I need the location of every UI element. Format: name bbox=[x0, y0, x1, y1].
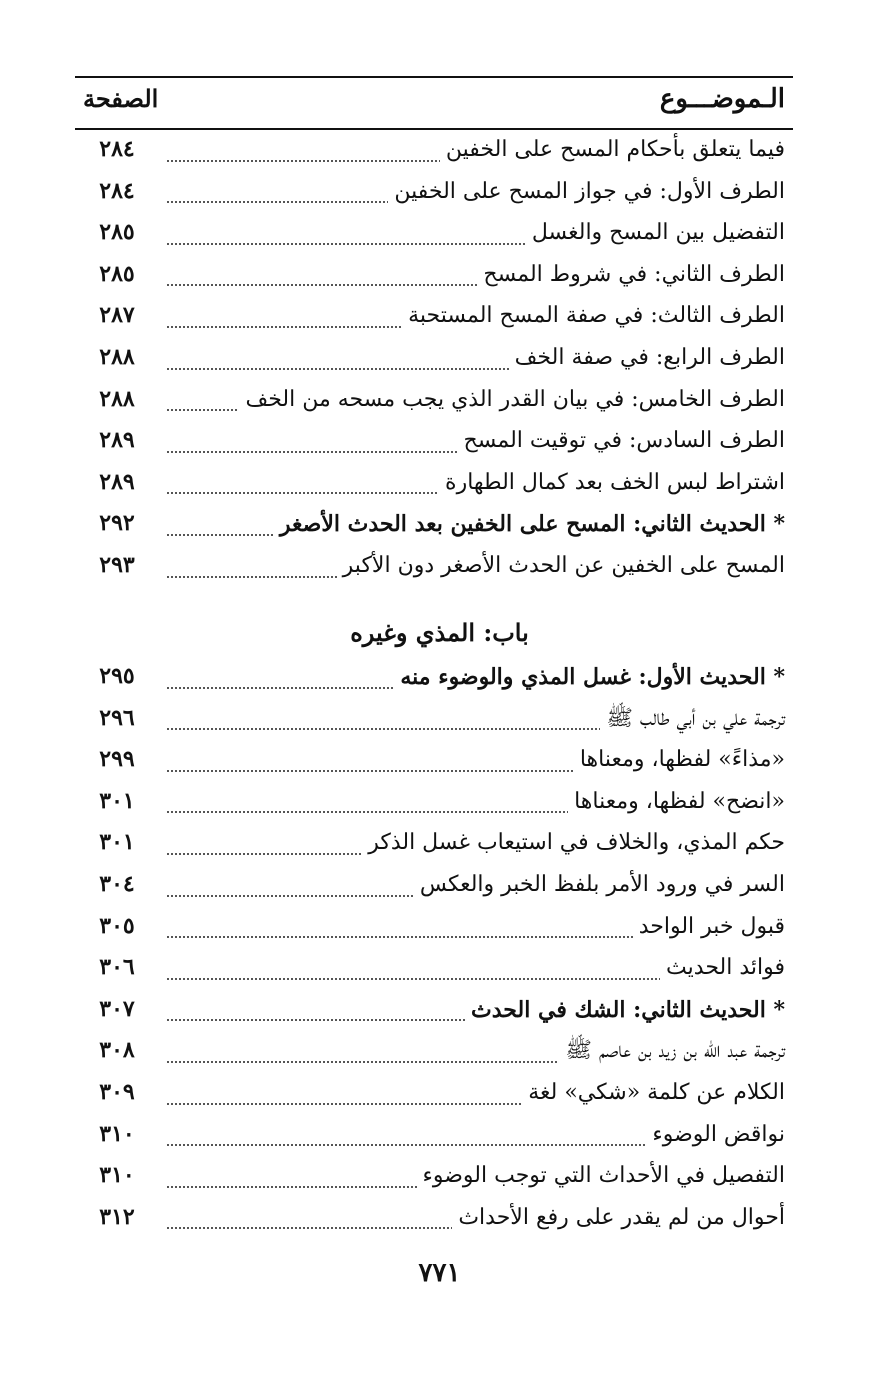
entry-page-number: ٢٨٥ bbox=[99, 219, 135, 246]
entry-page-number: ٢٨٧ bbox=[99, 302, 135, 329]
page-number: ٧٧١ bbox=[418, 1258, 461, 1288]
entry-page-number: ٣٠٨ bbox=[99, 1037, 135, 1064]
entry-page-number: ٣٠٧ bbox=[99, 995, 135, 1022]
entry-page-number: ٢٨٨ bbox=[99, 343, 135, 370]
entry-title: الطرف الرابع: في صفة الخف bbox=[509, 342, 785, 374]
toc-entry bbox=[75, 823, 793, 865]
page-column-heading: الصفحة bbox=[83, 84, 159, 113]
entry-page-number: ٢٨٥ bbox=[99, 260, 135, 287]
section-heading: باب: المذي وغيره bbox=[350, 618, 529, 647]
toc-entries-second bbox=[75, 657, 793, 1239]
entry-title: التفضيل بين المسح والغسل bbox=[526, 217, 785, 249]
entry-page-number: ٢٩٥ bbox=[99, 663, 135, 689]
entry-title: الطرف الخامس: في بيان القدر الذي يجب مسحه من الخف bbox=[239, 384, 785, 416]
toc-entry bbox=[75, 907, 793, 949]
toc-entries-first bbox=[75, 130, 793, 588]
toc-header bbox=[75, 76, 793, 130]
toc-entry bbox=[75, 782, 793, 824]
entry-page-number: ٢٩٦ bbox=[99, 704, 135, 731]
entry-title: * الحديث الأول: غسل المذي والوضوء منه bbox=[394, 661, 785, 693]
entry-page-number: ٣٠٦ bbox=[99, 954, 135, 981]
entry-page-number: ٢٨٩ bbox=[99, 427, 135, 454]
entry-page-number: ٣١٠ bbox=[99, 1120, 135, 1147]
entry-title: الطرف الثاني: في شروط المسح bbox=[477, 259, 785, 291]
toc-entry bbox=[75, 1115, 793, 1157]
toc-entry bbox=[75, 213, 793, 255]
entry-page-number: ٣٠٩ bbox=[99, 1078, 135, 1105]
toc-entry bbox=[75, 657, 793, 699]
toc-entry bbox=[75, 130, 793, 172]
toc-entry bbox=[75, 546, 793, 588]
entry-page-number: ٢٨٨ bbox=[99, 385, 135, 412]
entry-page-number: ٢٨٩ bbox=[99, 468, 135, 495]
entry-title: الكلام عن كلمة «شكي» لغة bbox=[522, 1077, 785, 1109]
entry-title: «انضح» لفظها، ومعناها bbox=[568, 786, 785, 818]
toc-entry bbox=[75, 990, 793, 1032]
toc-entry bbox=[75, 1198, 793, 1240]
entry-title: قبول خبر الواحد bbox=[633, 911, 785, 943]
toc-entry bbox=[75, 255, 793, 297]
entry-page-number: ٢٩٩ bbox=[99, 746, 135, 773]
entry-title: «مذاءً» لفظها، ومعناها bbox=[574, 744, 785, 776]
toc-entry bbox=[75, 1031, 793, 1073]
entry-title: حكم المذي، والخلاف في استيعاب غسل الذكر bbox=[362, 827, 785, 859]
entry-page-number: ٣١٠ bbox=[99, 1162, 135, 1189]
entry-page-number: ٢٩٣ bbox=[99, 551, 135, 578]
entry-title: المسح على الخفين عن الحدث الأصغر دون الأكبر bbox=[337, 550, 785, 582]
toc-entry bbox=[75, 504, 793, 546]
toc-entry bbox=[75, 1156, 793, 1198]
entry-title: فيما يتعلق بأحكام المسح على الخفين bbox=[440, 134, 785, 166]
entry-page-number: ٣٠١ bbox=[99, 829, 135, 856]
entry-title: الطرف الأول: في جواز المسح على الخفين bbox=[388, 176, 785, 208]
entry-title: اشتراط لبس الخف بعد كمال الطهارة bbox=[439, 467, 785, 499]
toc-entry bbox=[75, 172, 793, 214]
entry-title: الطرف الثالث: في صفة المسح المستحبة bbox=[402, 300, 785, 332]
entry-page-number: ٣٠٤ bbox=[99, 870, 135, 897]
toc-entry bbox=[75, 421, 793, 463]
entry-page-number: ٣٠٥ bbox=[99, 912, 135, 939]
toc-entry bbox=[75, 296, 793, 338]
toc-entry bbox=[75, 865, 793, 907]
entry-page-number: ٣٠١ bbox=[99, 787, 135, 814]
entry-title: ترجمة عبد الله بن زيد بن عاصم ﷺ bbox=[559, 1035, 785, 1067]
entry-page-number: ٢٨٤ bbox=[99, 177, 135, 204]
toc-entry bbox=[75, 1073, 793, 1115]
entry-page-number: ٢٩٢ bbox=[99, 510, 135, 537]
entry-title: ترجمة علي بن أبي طالب ﷺ bbox=[600, 703, 785, 735]
toc-entry bbox=[75, 463, 793, 505]
entry-title: * الحديث الثاني: الشك في الحدث bbox=[465, 994, 785, 1026]
entry-page-number: ٢٨٤ bbox=[99, 136, 135, 162]
entry-title: أحوال من لم يقدر على رفع الأحداث bbox=[452, 1202, 785, 1234]
toc-entry bbox=[75, 740, 793, 782]
entry-title: فوائد الحديث bbox=[660, 952, 785, 984]
entry-page-number: ٣١٢ bbox=[99, 1203, 135, 1230]
toc-entry bbox=[75, 948, 793, 990]
entry-title: السر في ورود الأمر بلفظ الخبر والعكس bbox=[414, 869, 785, 901]
toc-entry bbox=[75, 380, 793, 422]
toc-entry bbox=[75, 338, 793, 380]
entry-title: التفصيل في الأحداث التي توجب الوضوء bbox=[417, 1160, 785, 1192]
subject-column-heading: الـموضـــوع bbox=[659, 84, 785, 114]
entry-title: الطرف السادس: في توقيت المسح bbox=[458, 425, 785, 457]
toc-entry bbox=[75, 699, 793, 741]
entry-title: * الحديث الثاني: المسح على الخفين بعد الحدث الأصغر bbox=[274, 508, 785, 540]
entry-title: نواقض الوضوء bbox=[646, 1119, 785, 1151]
